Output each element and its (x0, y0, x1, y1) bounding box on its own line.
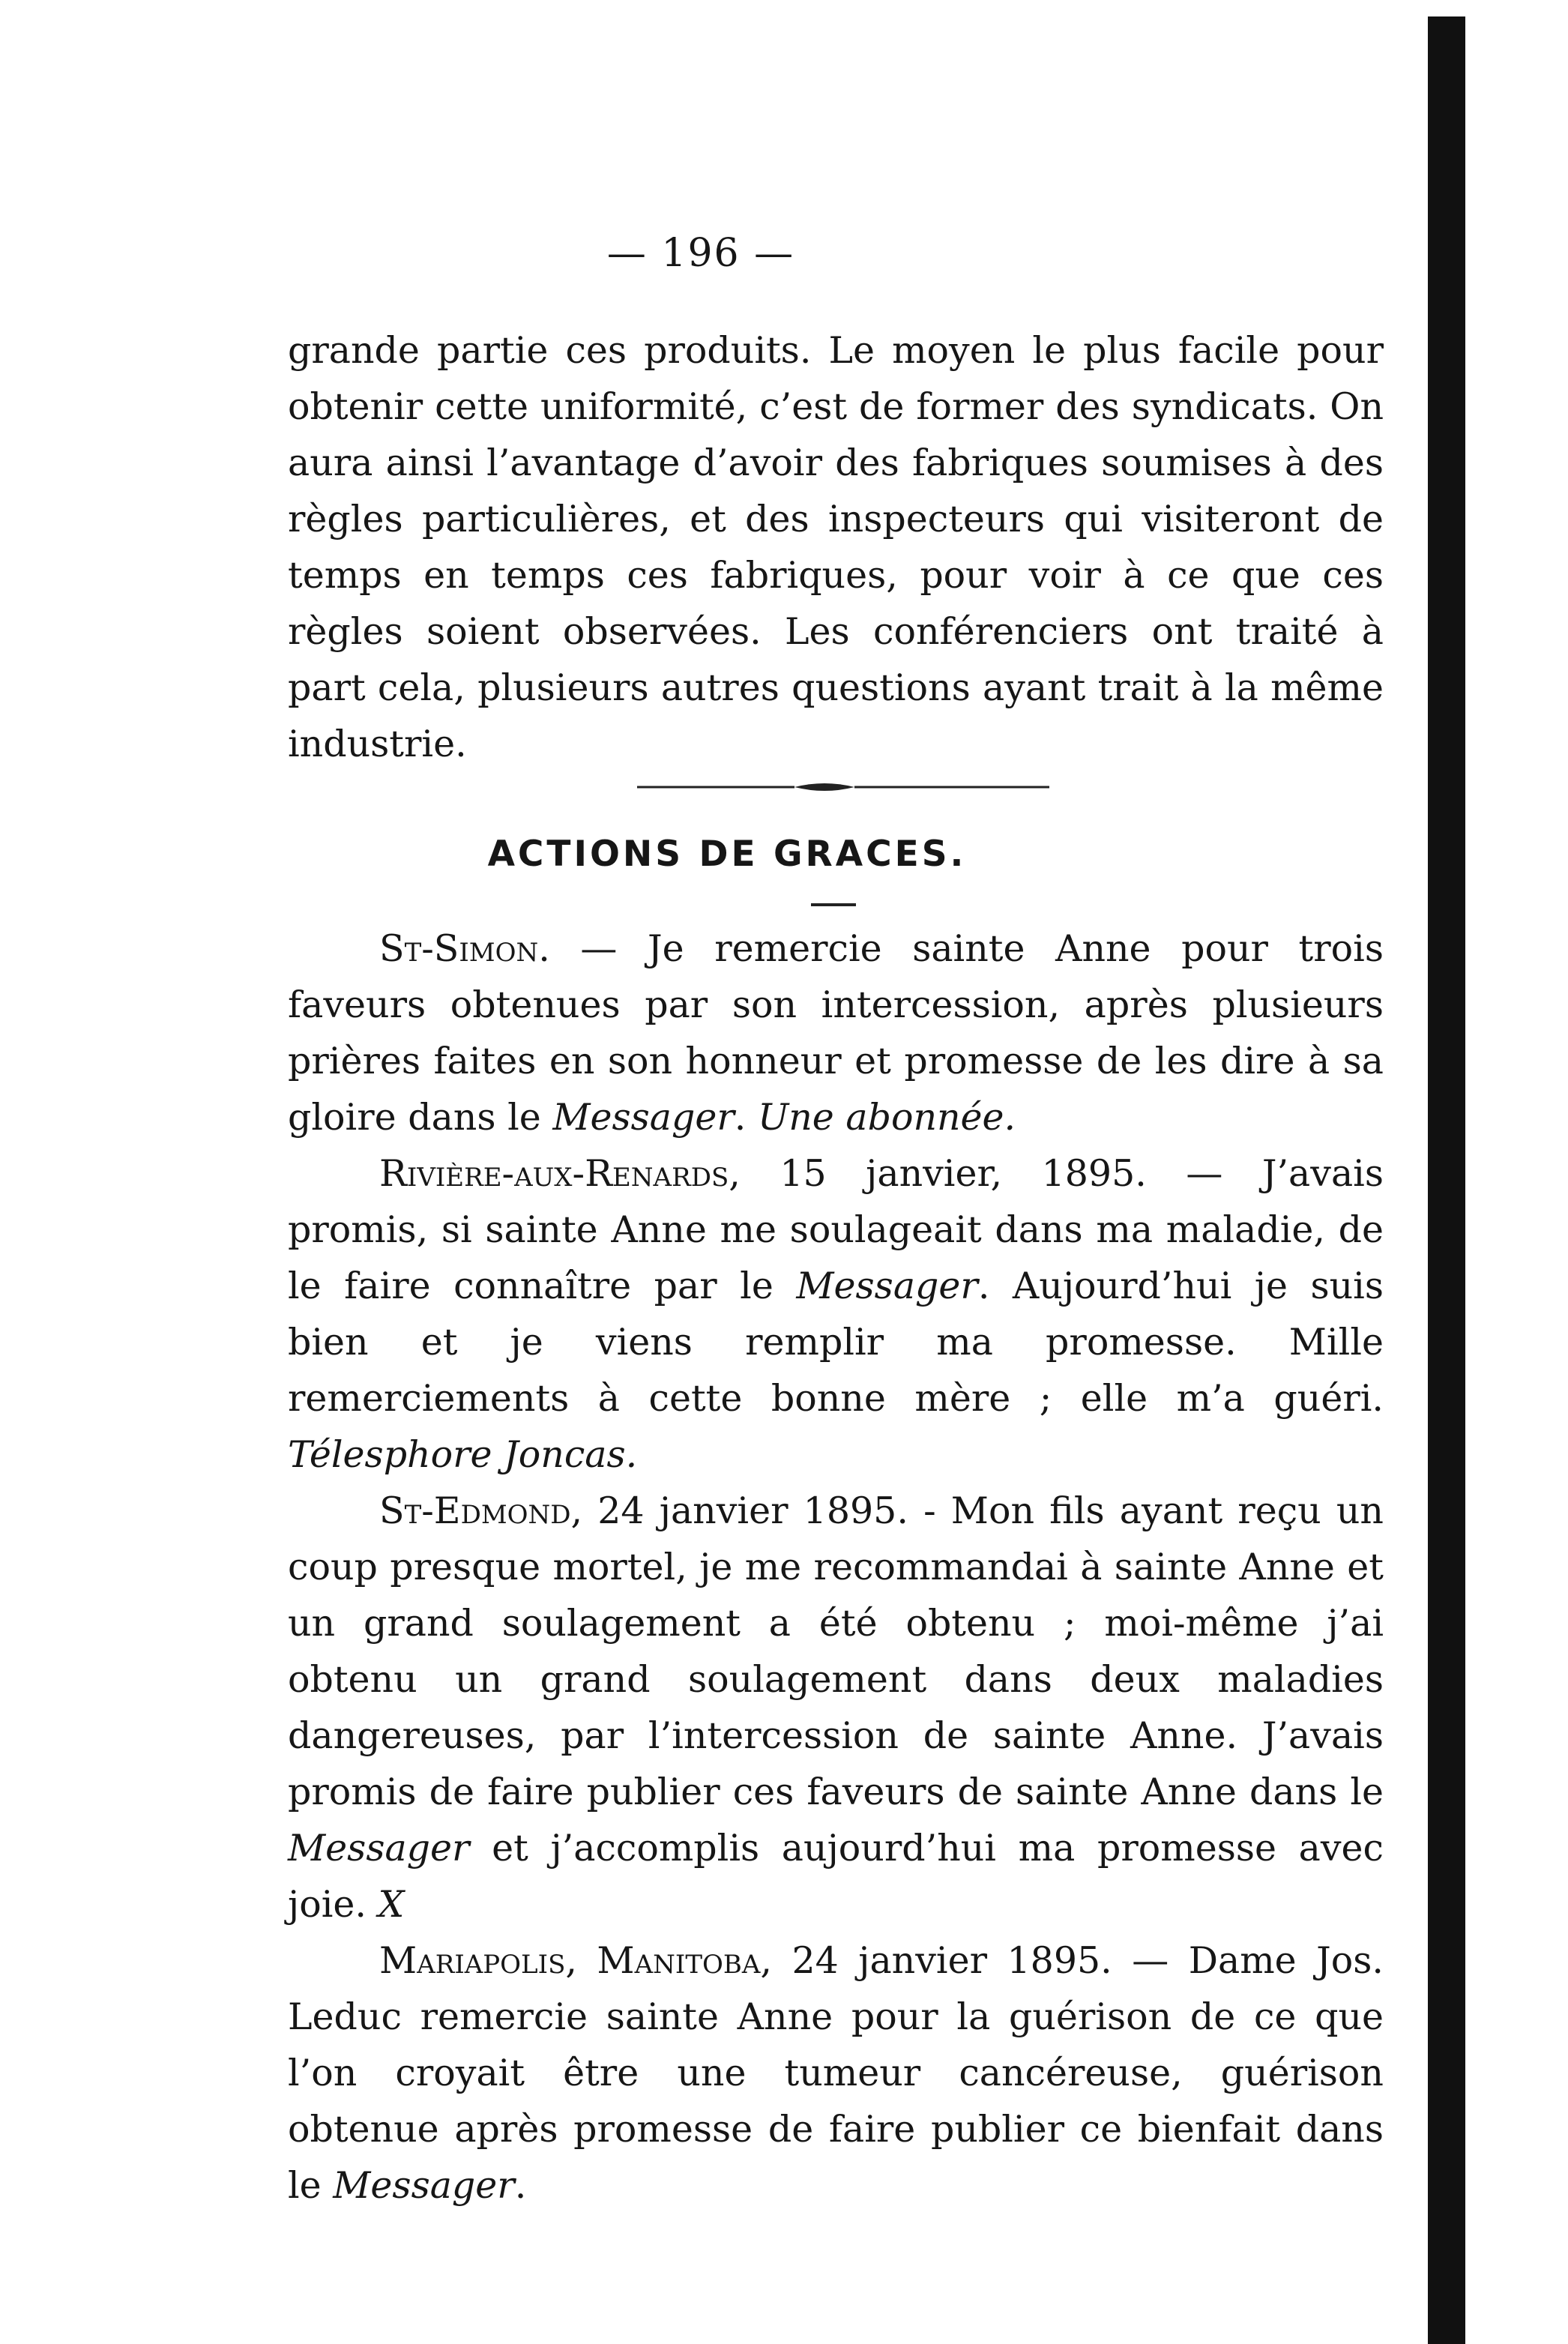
entry-text-continued: . (734, 1096, 758, 1139)
entry-text: , 24 janvier 1895. — Dame Jos. Leduc remercie sainte Anne pour la guérison de ce que l’on croyait être une tumeur cancéreuse, guérison obtenue après promesse de faire publier ce bienfait dans le (288, 1939, 1384, 2207)
entry (288, 1483, 1384, 1932)
thanksgiving-entries (288, 921, 1384, 2214)
entry-signature: X (378, 1883, 405, 1926)
entry-signature: Télesphore Joncas. (288, 1433, 638, 1476)
entry (288, 1145, 1384, 1483)
entry-signature: Une abonnée. (757, 1096, 1016, 1139)
section-rule (811, 903, 856, 906)
entry-italic: Messager (796, 1265, 978, 1307)
entry-italic: Messager (552, 1096, 735, 1139)
section-title: ACTIONS DE GRACES. (487, 834, 967, 875)
entry-place: St-Simon (379, 927, 539, 970)
entry-italic: Messager (288, 1827, 470, 1870)
entry-italic: Messager (333, 2164, 515, 2207)
entry-text-continued: . Aujourd’hui je suis bien et je viens remplir ma promesse. Mille remerciements à cette bonne mère ; elle m’a guéri. (288, 1265, 1384, 1420)
continued-paragraph: grande partie ces produits. Le moyen le plus facile pour obtenir cette uniformité, c’est de former des syndicats. On aura ainsi l’avantage d’avoir des fabriques soumises à des règles particulières, et des inspecteurs qui visiteront de temps en temps ces fabriques, pour voir à ce que ces règles soient observées. Les conférenciers ont traité à part cela, plusieurs autres questions ayant trait à la même industrie. (288, 329, 1384, 765)
entry-text: . — Je remercie sainte Anne pour trois faveurs obtenues par son intercession, après plusieurs prières faites en son honneur et promesse de les dire à sa gloire dans le (288, 927, 1384, 1139)
entry-place: Mariapolis, Manitoba (379, 1939, 761, 1982)
entry-text-continued: . (514, 2164, 527, 2207)
binding-shadow (1428, 16, 1465, 2344)
entry (288, 921, 1384, 1145)
section-divider-ornament (637, 780, 1049, 795)
entry-text-continued: et j’accomplis aujourd’hui ma promesse avec joie. (288, 1827, 1384, 1926)
entry-text: , 24 janvier 1895. - Mon fils ayant reçu un coup presque mortel, je me recommandai à sainte Anne et un grand soulagement a été obtenu ; moi-même j’ai obtenu un grand soulagement dans deux maladies dangereuses, par l’intercession de sainte Anne. J’avais promis de faire publier ces faveurs de sainte Anne dans le (288, 1489, 1384, 1813)
entry-place: Rivière-aux-Renards (379, 1152, 729, 1195)
entry-place: St-Edmond (379, 1489, 571, 1532)
entry (288, 1932, 1384, 2214)
page-number: — 196 — (606, 231, 795, 276)
entry-text: , 15 janvier, 1895. — J’avais promis, si sainte Anne me soulageait dans ma maladie, de le faire connaître par le (288, 1152, 1384, 1307)
